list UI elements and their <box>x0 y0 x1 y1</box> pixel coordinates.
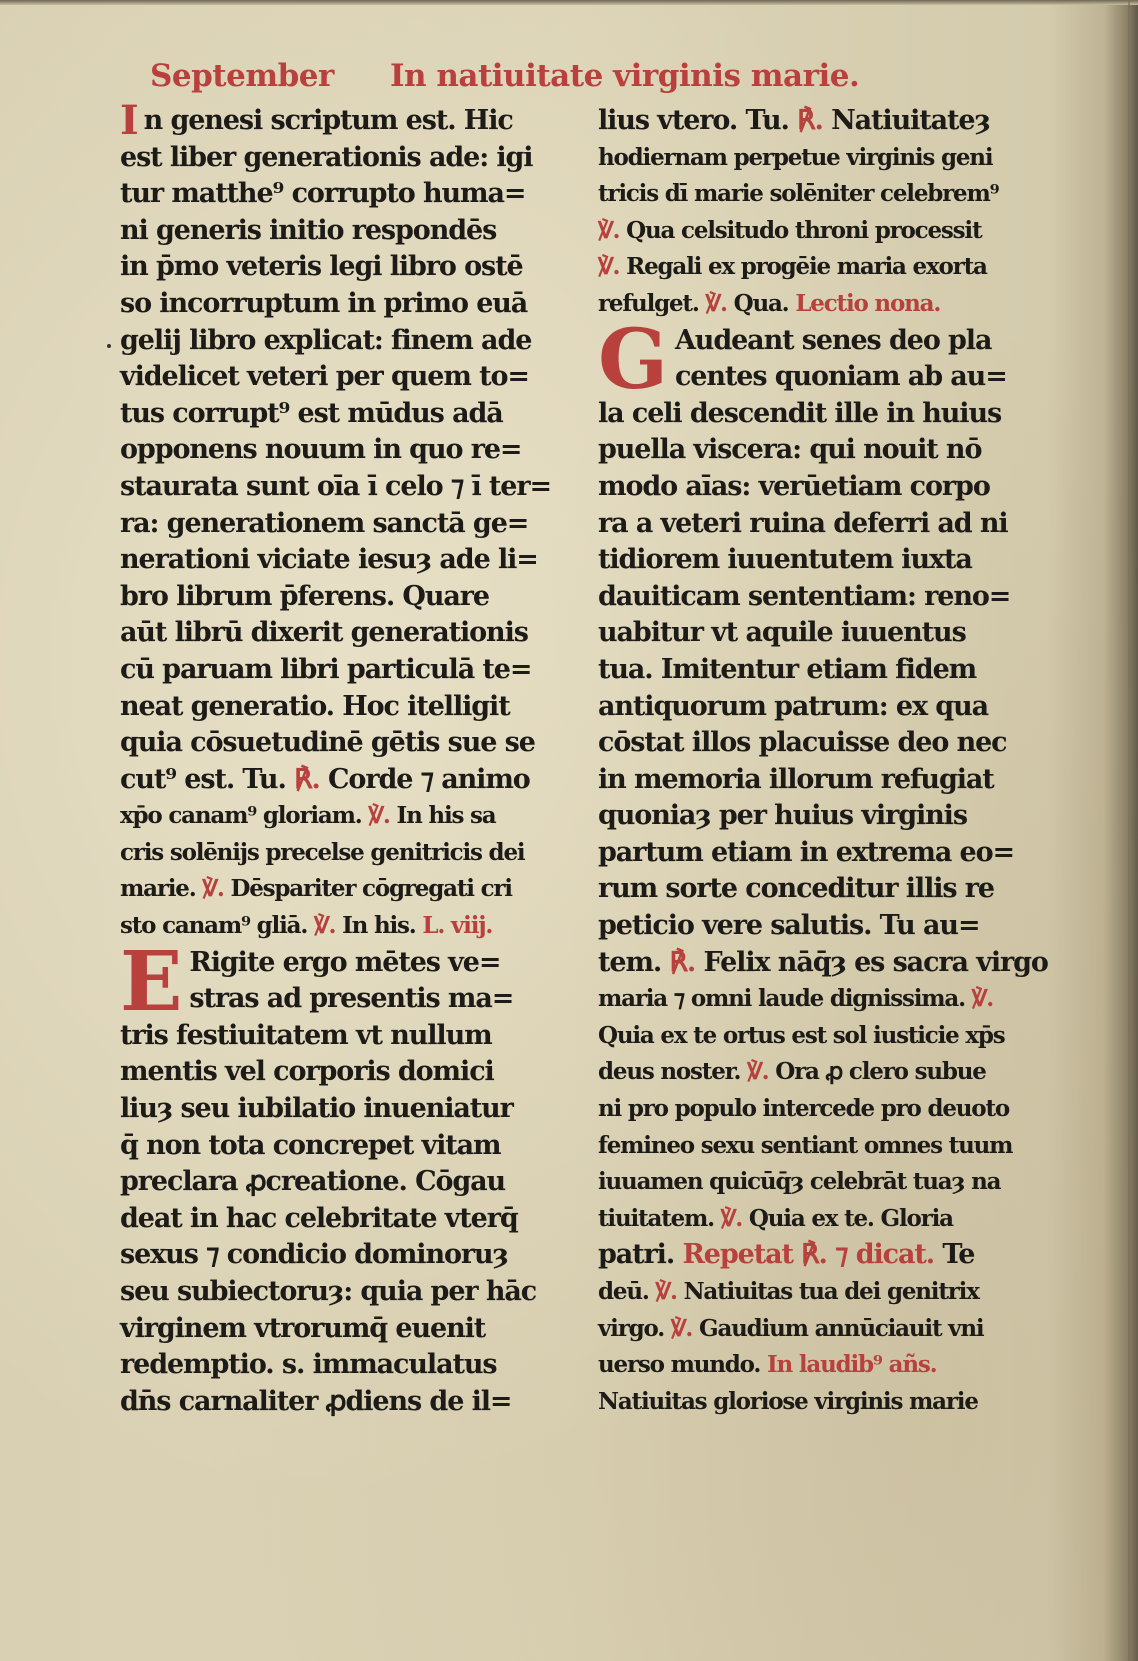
body-text: virgo. <box>598 1314 671 1342</box>
body-text: q̄ non tota concrepet vitam <box>120 1129 501 1161</box>
body-text: virginem vtrorumq̄ euenit <box>120 1312 486 1344</box>
text-line <box>120 469 570 506</box>
text-line <box>120 286 570 323</box>
body-text: Natiuitas tua dei genitrix <box>683 1278 979 1305</box>
rubric-text: ℣. <box>655 1278 684 1305</box>
body-text: redemptio. s. immaculatus <box>120 1349 497 1381</box>
text-line <box>120 615 570 652</box>
text-line <box>120 323 570 360</box>
body-text: ni generis initio respondēs <box>120 214 497 246</box>
text-line <box>120 1018 570 1055</box>
text-line <box>598 249 1040 286</box>
page-gutter-edge <box>1128 0 1130 1661</box>
body-text: dauiticam sententiam: reno= <box>598 580 1011 612</box>
text-line <box>598 506 1040 543</box>
body-text: tus corrupt⁹ est mūdus adā <box>120 397 503 429</box>
text-line <box>120 652 570 689</box>
body-text: Ora ꝓ clero subue <box>775 1058 986 1086</box>
text-line <box>120 762 570 799</box>
text-line <box>598 396 1040 433</box>
body-text: partum etiam in extrema eo= <box>598 836 1015 868</box>
text-line <box>120 506 570 543</box>
text-line <box>120 1128 570 1165</box>
body-text: Regali ex progēie maria exorta <box>626 253 987 281</box>
body-text: patri. <box>598 1239 683 1271</box>
body-text: iuuamen quicūq̄ȝ celebrāt tuaȝ na <box>598 1168 1001 1196</box>
body-text: est liber generationis ade: igi <box>120 141 533 173</box>
body-text: sexus ⁊ condicio dominoruȝ <box>120 1239 508 1271</box>
rubric-text: L. viij. <box>422 912 493 940</box>
text-line <box>120 1384 570 1421</box>
text-line <box>120 871 570 908</box>
body-text: uerso mundo. <box>598 1351 767 1379</box>
body-text: Natiuitas gloriose virginis marie <box>598 1387 978 1415</box>
text-line <box>598 542 1040 579</box>
body-text: deus noster. <box>598 1058 748 1086</box>
text-line <box>598 1091 1040 1128</box>
body-text: stras ad presentis ma= <box>189 983 514 1015</box>
text-line <box>120 396 570 433</box>
body-text: nerationi viciate iesuȝ ade li= <box>120 544 538 576</box>
text-line <box>598 1054 1040 1091</box>
body-text: quia cōsuetudinē gētis sue se <box>120 727 535 759</box>
body-text: neat generatio. Hoc itelligit <box>120 690 510 722</box>
body-text: uabitur vt aquile iuuentus <box>598 617 966 649</box>
text-line <box>120 176 570 213</box>
rubric-text: ℣. <box>368 802 397 830</box>
text-line <box>598 579 1040 616</box>
text-line <box>598 798 1040 835</box>
text-line <box>598 725 1040 762</box>
body-text: In his. <box>342 912 423 940</box>
body-text: tua. Imitentur etiam fidem <box>598 653 977 685</box>
body-text: lius vtero. Tu. <box>598 105 798 136</box>
text-line <box>120 1237 570 1274</box>
body-text: bro librum p̄ferens. Quare <box>120 580 489 612</box>
body-text: seu subiectoruȝ: quia per hāc <box>120 1276 537 1307</box>
text-line <box>120 97 570 144</box>
text-line <box>598 1311 1040 1348</box>
right-column <box>598 103 1048 1420</box>
body-text: Dēspariter cōgregati cri <box>230 875 512 903</box>
text-line <box>120 1311 570 1348</box>
body-text: femineo sexu sentiant omnes tuum <box>598 1131 1013 1159</box>
body-text: n genesi scriptum est. Hic <box>143 105 513 136</box>
text-line <box>120 359 570 396</box>
text-line <box>598 615 1040 652</box>
text-line <box>120 140 570 177</box>
text-line <box>598 286 1040 323</box>
rubric-text: ℣. <box>598 216 627 244</box>
rubric-text: ℟. <box>669 946 704 978</box>
text-line <box>598 835 1040 872</box>
body-text: cris solēnijs precelse genitricis dei <box>120 838 525 866</box>
text-line <box>120 908 570 945</box>
body-text: deat in hac celebritate vterq̄ <box>120 1202 518 1234</box>
body-text: tris festiuitatem vt nullum <box>120 1019 492 1051</box>
body-text: peticio vere salutis. Tu au= <box>598 910 980 942</box>
body-text: tem. <box>598 946 670 978</box>
text-line <box>598 1018 1040 1055</box>
text-line <box>598 762 1040 799</box>
rubric-text: Repetat ℟. ⁊ dicat. <box>682 1239 943 1271</box>
body-text: Gaudium annūciauit vni <box>699 1314 984 1342</box>
text-line <box>598 1384 1040 1421</box>
body-text: in p̄mo veteris legi libro ostē <box>120 251 523 283</box>
text-line <box>598 432 1040 469</box>
text-line <box>598 1347 1040 1384</box>
body-text: marie. <box>120 875 203 903</box>
body-text: centes quoniam ab au= <box>674 361 1007 393</box>
text-line <box>598 871 1040 908</box>
text-line <box>120 1274 570 1311</box>
body-text: preclara ꝓcreatione. Cōgau <box>120 1166 506 1198</box>
body-text: gelij libro explicat: finem ade <box>120 324 532 356</box>
body-text: aūt librū dixerit generationis <box>120 617 528 649</box>
text-line <box>598 1237 1040 1274</box>
body-text: Felix nāq̄ȝ es sacra virgo <box>703 946 1048 978</box>
body-text: deū. <box>598 1278 656 1305</box>
text-line <box>120 981 570 1018</box>
rubric-text: ℣. <box>202 875 231 903</box>
header-title: In natiuitate virginis marie. <box>390 58 860 94</box>
text-line <box>598 908 1040 945</box>
text-line <box>120 432 570 469</box>
rubricated-initial-I: I <box>120 97 138 144</box>
body-text: rum sorte conceditur illis re <box>598 873 995 905</box>
body-text: ni pro populo intercede pro deuoto <box>598 1095 1010 1123</box>
text-line <box>598 1201 1040 1238</box>
rubric-text: ℣. <box>747 1058 776 1086</box>
text-line <box>598 1128 1040 1165</box>
body-text: Qua. <box>733 289 796 317</box>
body-text: Qua celsitudo throni processit <box>626 216 982 244</box>
rubric-text: Lectio nona. <box>795 289 941 317</box>
body-text: modo aīas: verūetiam corpo <box>598 470 990 502</box>
text-line <box>120 835 570 872</box>
text-line <box>120 689 570 726</box>
body-text: so incorruptum in primo euā <box>120 287 528 319</box>
left-column <box>120 97 570 1420</box>
body-text: Rigite ergo mētes ve= <box>189 946 501 978</box>
rubric-text: ℟. <box>294 763 329 795</box>
rubric-text: ℣. <box>670 1314 700 1342</box>
rubric-text: In laudib⁹ añs. <box>766 1351 937 1379</box>
body-text: refulget. <box>598 289 706 317</box>
text-line <box>120 579 570 616</box>
body-text: xp̄o canam⁹ gloriam. <box>120 802 369 830</box>
body-text: cū paruam libri particulā te= <box>120 653 532 685</box>
body-text: cōstat illos placuisse deo nec <box>598 727 1007 759</box>
body-text: Natiuitateȝ <box>831 105 990 136</box>
text-line <box>120 249 570 286</box>
rubric-text: ℣. <box>598 253 627 281</box>
body-text: Audeant senes deo pla <box>674 324 992 356</box>
rubric-text: ℣. <box>971 985 994 1013</box>
body-text: opponens nouum in quo re= <box>120 434 522 466</box>
text-line <box>598 981 1040 1018</box>
text-line <box>120 1201 570 1238</box>
text-line <box>120 725 570 762</box>
text-line <box>598 689 1040 726</box>
body-text: tricis dī marie solēniter celebrem⁹ <box>598 180 999 208</box>
text-line <box>598 140 1040 177</box>
body-text: tiuitatem. <box>598 1204 721 1232</box>
body-text: mentis vel corporis domici <box>120 1056 494 1088</box>
header-month: September <box>150 58 334 94</box>
text-line <box>598 469 1040 506</box>
running-header <box>150 58 1030 102</box>
rubricated-initial-G: G <box>598 311 667 408</box>
rubric-text: ℣. <box>720 1204 749 1232</box>
body-text: puella viscera: qui nouit nō <box>598 434 982 466</box>
body-text: quoniaȝ per huius virginis <box>598 800 967 832</box>
text-line <box>120 1164 570 1201</box>
body-text: hodiernam perpetue virginis geni <box>598 143 993 171</box>
text-line <box>598 1274 1040 1311</box>
text-line <box>598 1164 1040 1201</box>
rubric-text: ℣. <box>313 912 343 940</box>
rubric-text: ℟. <box>797 105 832 136</box>
body-text: videlicet veteri per quem to= <box>120 361 529 393</box>
body-text: Quia ex te. Gloria <box>748 1204 953 1232</box>
body-text: ra: generationem sanctā ge= <box>120 507 529 539</box>
text-line <box>598 945 1048 982</box>
body-text: tur matthe⁹ corrupto huma= <box>120 178 526 210</box>
rubricated-initial-E: E <box>120 933 182 1030</box>
text-line <box>120 1091 570 1128</box>
body-text: cut⁹ est. Tu. <box>120 763 295 795</box>
rubric-text: ℣. <box>705 289 734 317</box>
body-text: In his sa <box>396 802 496 830</box>
text-line <box>598 103 1040 140</box>
text-line <box>120 542 570 579</box>
text-line <box>120 213 570 250</box>
body-text: staurata sunt oīa ī celo ⁊ ī ter= <box>120 470 551 502</box>
body-text: Quia ex te ortus est sol iusticie xp̄s <box>598 1021 1005 1049</box>
body-text: tidiorem iuuentutem iuxta <box>598 544 972 576</box>
text-line <box>598 213 1040 250</box>
body-text: in memoria illorum refugiat <box>598 763 994 795</box>
body-text: ra a veteri ruina deferri ad ni <box>598 507 1008 539</box>
text-line <box>598 652 1040 689</box>
page-top-shadow <box>0 0 1138 5</box>
body-text: dn̄s carnaliter ꝓdiens de il= <box>120 1385 512 1417</box>
text-line <box>120 1347 570 1384</box>
body-text: maria ⁊ omni laude dignissima. <box>598 985 972 1013</box>
body-text: liuȝ seu iubilatio inueniatur <box>120 1093 513 1125</box>
body-text: Corde ⁊ animo <box>328 763 530 795</box>
text-line <box>120 1054 570 1091</box>
text-line <box>598 176 1040 213</box>
body-text: Te <box>942 1239 975 1271</box>
body-text: la celi descendit ille in huius <box>598 397 1002 429</box>
text-line <box>120 798 570 835</box>
body-text: sto canam⁹ gliā. <box>120 912 314 940</box>
ink-speck <box>107 344 111 348</box>
body-text: antiquorum patrum: ex qua <box>598 690 989 722</box>
